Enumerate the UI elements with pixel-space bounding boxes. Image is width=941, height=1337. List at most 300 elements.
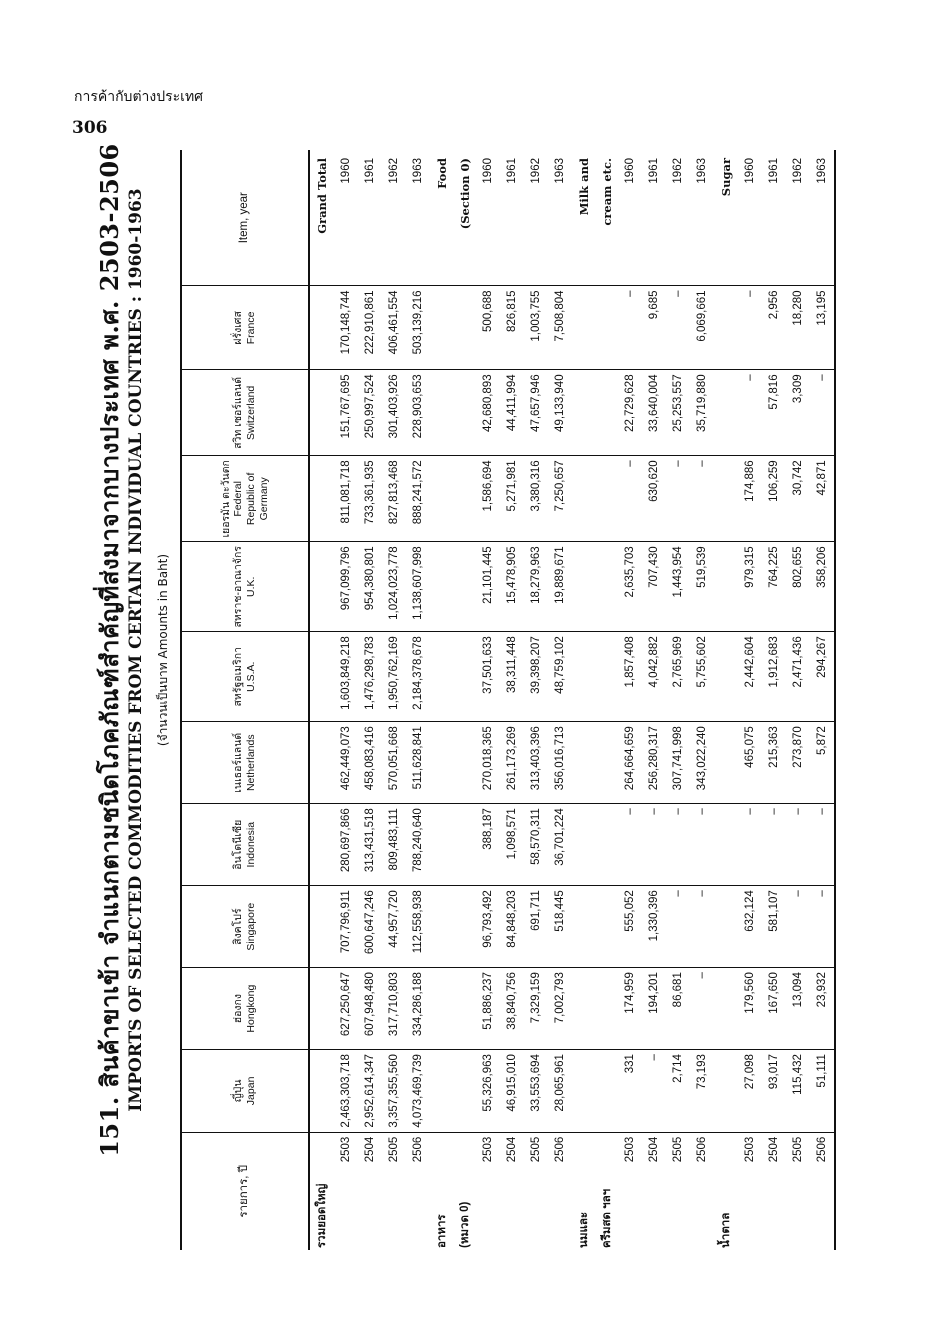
empty-cell [596, 804, 618, 886]
table-row [358, 150, 382, 1250]
empty-cell [714, 968, 738, 1050]
value-cell: 44,411,994 [500, 370, 524, 456]
empty-cell [714, 1050, 738, 1133]
group-row [309, 150, 334, 1250]
value-cell: 967,099,796 [334, 542, 358, 632]
value-cell: – [666, 804, 690, 886]
col-uk: สหราช-อาณาจักร U.K. [181, 542, 309, 632]
value-cell: 1,138,607,998 [406, 542, 430, 632]
value-cell: 2,952,614,347 [358, 1050, 382, 1133]
value-cell: 44,957,720 [382, 886, 406, 968]
empty-cell [454, 286, 476, 370]
value-cell: 1,912,683 [762, 632, 786, 722]
value-cell: 106,259 [762, 456, 786, 542]
year-th-cell: 2506 [696, 1136, 708, 1163]
value-cell: – [690, 886, 714, 968]
value-cell: 179,560 [738, 968, 762, 1050]
empty-cell [596, 1050, 618, 1133]
year-en-cell: 1962 [524, 150, 548, 286]
value-cell: 1,857,408 [618, 632, 642, 722]
value-cell: 343,022,240 [690, 722, 714, 804]
empty-cell [454, 968, 476, 1050]
value-cell: – [810, 804, 835, 886]
empty-cell [430, 370, 454, 456]
group-row [714, 150, 738, 1250]
value-cell: 37,501,633 [476, 632, 500, 722]
value-cell: 7,002,793 [548, 968, 572, 1050]
value-cell: – [666, 286, 690, 370]
empty-cell [596, 886, 618, 968]
value-cell: – [786, 804, 810, 886]
value-cell: 954,380,801 [358, 542, 382, 632]
value-cell: 51,111 [810, 1050, 835, 1133]
value-cell: 632,124 [738, 886, 762, 968]
year-th-cell: 2505 [388, 1136, 400, 1163]
value-cell: 47,657,946 [524, 370, 548, 456]
year-th-cell: 2505 [530, 1136, 542, 1163]
value-cell: 2,471,436 [786, 632, 810, 722]
group-sublabel-th: (หมวด 0) [459, 1201, 471, 1248]
rotated-table-page [90, 50, 850, 1250]
year-en-cell: 1961 [358, 150, 382, 286]
value-cell: – [618, 286, 642, 370]
value-cell: 1,443,954 [666, 542, 690, 632]
table-body [309, 150, 835, 1250]
value-cell: 317,710,803 [382, 968, 406, 1050]
value-cell: 707,796,911 [334, 886, 358, 968]
value-cell: – [738, 804, 762, 886]
col-japan: ญี่ปุ่น Japan [181, 1050, 309, 1133]
col-germany: เยอรมัน ตะวันตก Federal Republic of Germany [181, 456, 309, 542]
group-label-en: Milk and [572, 150, 596, 286]
year-en-cell: 1963 [548, 150, 572, 286]
value-cell: 48,759,102 [548, 632, 572, 722]
group-subrow [596, 150, 618, 1250]
value-cell: 93,017 [762, 1050, 786, 1133]
table-row [690, 150, 714, 1250]
value-cell: 151,767,695 [334, 370, 358, 456]
value-cell: 519,539 [690, 542, 714, 632]
value-cell: 228,903,653 [406, 370, 430, 456]
value-cell: 215,363 [762, 722, 786, 804]
empty-cell [714, 632, 738, 722]
value-cell: 19,889,671 [548, 542, 572, 632]
empty-cell [572, 542, 596, 632]
value-cell: 9,685 [642, 286, 666, 370]
table-title-thai: 151. สินค้าขาเข้า จำแนกตามชนิดโภคภัณฑ์สำคัญที่ส่งมาจากบางประเทศ พ.ศ. 2503-2506 [95, 143, 124, 1157]
value-cell: 33,640,004 [642, 370, 666, 456]
value-cell: – [738, 370, 762, 456]
table-row [334, 150, 358, 1250]
empty-cell [430, 722, 454, 804]
group-label-th: น้ำตาล [720, 1212, 732, 1248]
value-cell: 15,478,905 [500, 542, 524, 632]
col-indonesia: อินโดนีเซีย Indonesia [181, 804, 309, 886]
value-cell: 27,098 [738, 1050, 762, 1133]
empty-cell [309, 456, 334, 542]
empty-cell [309, 370, 334, 456]
year-en-cell: 1960 [738, 150, 762, 286]
table-row [786, 150, 810, 1250]
empty-cell [309, 286, 334, 370]
value-cell: 518,445 [548, 886, 572, 968]
value-cell: 42,871 [810, 456, 835, 542]
table-row [666, 150, 690, 1250]
empty-cell [572, 886, 596, 968]
col-switzerland: สวิท เซอร์แลนด์ Switzerland [181, 370, 309, 456]
empty-cell [714, 456, 738, 542]
value-cell: 55,326,963 [476, 1050, 500, 1133]
col-item-th: รายการ, ปี [181, 1132, 309, 1250]
empty-cell [430, 968, 454, 1050]
value-cell: 1,586,694 [476, 456, 500, 542]
value-cell: 979,315 [738, 542, 762, 632]
empty-cell [454, 1050, 476, 1133]
table-row [762, 150, 786, 1250]
value-cell: 388,187 [476, 804, 500, 886]
empty-cell [454, 542, 476, 632]
value-cell: 30,742 [786, 456, 810, 542]
value-cell: 7,250,657 [548, 456, 572, 542]
empty-cell [596, 632, 618, 722]
value-cell: 46,915,010 [500, 1050, 524, 1133]
value-cell: – [690, 456, 714, 542]
value-cell: 356,016,713 [548, 722, 572, 804]
value-cell: 331 [618, 1050, 642, 1133]
year-en-cell: 1962 [786, 150, 810, 286]
group-label-th: อาหาร [436, 1214, 448, 1248]
empty-cell [454, 456, 476, 542]
col-netherlands: เนเธอร์แลนด์ Netherlands [181, 722, 309, 804]
value-cell: 826,815 [500, 286, 524, 370]
value-cell: 6,069,661 [690, 286, 714, 370]
table-title-english: IMPORTS OF SELECTED COMMODITIES FROM CERTAIN INDIVIDUAL COUNTRIES : 1960-1963 [126, 188, 146, 1112]
value-cell: 222,910,861 [358, 286, 382, 370]
group-row [572, 150, 596, 1250]
year-th-cell: 2506 [810, 1132, 835, 1250]
empty-cell [572, 286, 596, 370]
value-cell: 22,729,628 [618, 370, 642, 456]
value-cell: 23,932 [810, 968, 835, 1050]
value-cell: – [690, 804, 714, 886]
empty-cell [309, 632, 334, 722]
group-label-en: Grand Total [309, 150, 334, 286]
value-cell: 301,403,926 [382, 370, 406, 456]
value-cell: 4,042,882 [642, 632, 666, 722]
value-cell: 788,240,640 [406, 804, 430, 886]
group-sublabel-th: ครีมสด ฯลฯ [601, 1188, 613, 1248]
value-cell: 313,431,518 [358, 804, 382, 886]
table-row [810, 150, 835, 1250]
table-row [382, 150, 406, 1250]
value-cell: 39,398,207 [524, 632, 548, 722]
value-cell: 86,681 [666, 968, 690, 1050]
value-cell: 500,688 [476, 286, 500, 370]
year-th-cell: 2504 [364, 1136, 376, 1163]
empty-cell [572, 722, 596, 804]
empty-cell [430, 804, 454, 886]
empty-cell [596, 370, 618, 456]
value-cell: 600,647,246 [358, 886, 382, 968]
value-cell: 3,357,355,560 [382, 1050, 406, 1133]
value-cell: 5,271,981 [500, 456, 524, 542]
value-cell: 1,003,755 [524, 286, 548, 370]
empty-cell [596, 542, 618, 632]
empty-cell [454, 886, 476, 968]
empty-cell [454, 370, 476, 456]
value-cell: 280,697,866 [334, 804, 358, 886]
empty-cell [714, 370, 738, 456]
value-cell: 25,253,557 [666, 370, 690, 456]
empty-cell [714, 886, 738, 968]
value-cell: 691,711 [524, 886, 548, 968]
value-cell: 555,052 [618, 886, 642, 968]
value-cell: 38,311,448 [500, 632, 524, 722]
empty-cell [572, 370, 596, 456]
value-cell: 1,603,849,218 [334, 632, 358, 722]
empty-cell [572, 632, 596, 722]
value-cell: 707,430 [642, 542, 666, 632]
value-cell: 406,461,554 [382, 286, 406, 370]
empty-cell [596, 456, 618, 542]
year-en-cell: 1963 [810, 150, 835, 286]
col-hongkong: ฮ่องกง Hongkong [181, 968, 309, 1050]
empty-cell [714, 542, 738, 632]
value-cell: 2,184,378,678 [406, 632, 430, 722]
value-cell: – [810, 886, 835, 968]
value-cell: – [618, 804, 642, 886]
value-cell: 888,241,572 [406, 456, 430, 542]
year-th-cell: 2506 [554, 1136, 566, 1163]
empty-cell [714, 722, 738, 804]
value-cell: 194,201 [642, 968, 666, 1050]
value-cell: 627,250,647 [334, 968, 358, 1050]
value-cell: 33,553,694 [524, 1050, 548, 1133]
value-cell: 503,139,216 [406, 286, 430, 370]
empty-cell [309, 886, 334, 968]
page-number: 306 [72, 118, 108, 138]
value-cell: 264,664,659 [618, 722, 642, 804]
value-cell: 7,329,159 [524, 968, 548, 1050]
value-cell: 273,870 [786, 722, 810, 804]
empty-cell [430, 886, 454, 968]
col-singapore: สิงคโปร์ Singapore [181, 886, 309, 968]
value-cell: 4,073,469,739 [406, 1050, 430, 1133]
year-en-cell: 1961 [762, 150, 786, 286]
table-subtitle: (จำนวนเป็นบาท Amounts in Baht) [156, 553, 170, 747]
year-en-cell: 1961 [500, 150, 524, 286]
year-en-cell: 1960 [476, 150, 500, 286]
year-en-cell: 1961 [642, 150, 666, 286]
value-cell: – [690, 968, 714, 1050]
value-cell: 5,755,602 [690, 632, 714, 722]
value-cell: 458,083,416 [358, 722, 382, 804]
value-cell: 21,101,445 [476, 542, 500, 632]
value-cell: 18,279,963 [524, 542, 548, 632]
value-cell: 809,483,111 [382, 804, 406, 886]
table-row [618, 150, 642, 1250]
empty-cell [430, 542, 454, 632]
table-row [524, 150, 548, 1250]
group-row [430, 150, 454, 1250]
year-en-cell: 1960 [334, 150, 358, 286]
col-france: ฝรั่งเศส France [181, 286, 309, 370]
group-subrow [454, 150, 476, 1250]
group-label-en: Sugar [714, 150, 738, 286]
year-th-cell: 2505 [792, 1136, 804, 1163]
empty-cell [714, 286, 738, 370]
value-cell: 630,620 [642, 456, 666, 542]
year-th-cell: 2504 [648, 1136, 660, 1163]
value-cell: 174,886 [738, 456, 762, 542]
value-cell: 5,872 [810, 722, 835, 804]
value-cell: 827,813,468 [382, 456, 406, 542]
empty-cell [596, 968, 618, 1050]
empty-cell [572, 968, 596, 1050]
table-row [500, 150, 524, 1250]
value-cell: 49,133,940 [548, 370, 572, 456]
table-header [181, 150, 309, 1250]
value-cell: – [666, 456, 690, 542]
value-cell: 581,107 [762, 886, 786, 968]
empty-cell [572, 804, 596, 886]
year-en-cell: 1962 [382, 150, 406, 286]
empty-cell [309, 968, 334, 1050]
table-row [642, 150, 666, 1250]
value-cell: 35,719,880 [690, 370, 714, 456]
value-cell: – [642, 804, 666, 886]
value-cell: – [786, 886, 810, 968]
value-cell: 18,280 [786, 286, 810, 370]
value-cell: – [618, 456, 642, 542]
year-th-cell: 2503 [624, 1136, 636, 1163]
empty-cell [430, 1050, 454, 1133]
value-cell: 764,225 [762, 542, 786, 632]
year-th-cell: 2505 [672, 1136, 684, 1163]
value-cell: 1,950,762,169 [382, 632, 406, 722]
year-en-cell: 1960 [618, 150, 642, 286]
value-cell: 36,701,224 [548, 804, 572, 886]
year-en-cell: 1963 [406, 150, 430, 286]
value-cell: 811,081,718 [334, 456, 358, 542]
value-cell: 3,380,316 [524, 456, 548, 542]
imports-table [180, 150, 836, 1250]
table-row [548, 150, 572, 1250]
empty-cell [454, 804, 476, 886]
empty-cell [454, 632, 476, 722]
value-cell: 13,195 [810, 286, 835, 370]
value-cell: 84,848,203 [500, 886, 524, 968]
empty-cell [596, 722, 618, 804]
group-sublabel-en: cream etc. [596, 150, 618, 286]
value-cell: 462,449,073 [334, 722, 358, 804]
empty-cell [430, 456, 454, 542]
value-cell: 465,075 [738, 722, 762, 804]
year-th-cell: 2503 [744, 1136, 756, 1163]
empty-cell [309, 1050, 334, 1133]
year-en-cell: 1962 [666, 150, 690, 286]
value-cell: 358,206 [810, 542, 835, 632]
value-cell: 2,765,969 [666, 632, 690, 722]
value-cell: 57,816 [762, 370, 786, 456]
empty-cell [572, 456, 596, 542]
value-cell: 167,650 [762, 968, 786, 1050]
empty-cell [430, 286, 454, 370]
empty-cell [309, 722, 334, 804]
value-cell: 115,432 [786, 1050, 810, 1133]
value-cell: 256,280,317 [642, 722, 666, 804]
value-cell: 170,148,744 [334, 286, 358, 370]
value-cell: 607,948,480 [358, 968, 382, 1050]
value-cell: 313,403,396 [524, 722, 548, 804]
value-cell: 733,361,935 [358, 456, 382, 542]
value-cell: 28,065,961 [548, 1050, 572, 1133]
value-cell: 1,024,023,778 [382, 542, 406, 632]
group-sublabel-en: (Section 0) [454, 150, 476, 286]
value-cell: 270,018,365 [476, 722, 500, 804]
year-th-cell: 2503 [482, 1136, 494, 1163]
value-cell: 2,714 [666, 1050, 690, 1133]
value-cell: 511,628,841 [406, 722, 430, 804]
col-usa: สหรัฐอเมริกา U.S.A. [181, 632, 309, 722]
value-cell: 334,286,188 [406, 968, 430, 1050]
value-cell: – [738, 286, 762, 370]
value-cell: 42,680,893 [476, 370, 500, 456]
value-cell: 2,635,703 [618, 542, 642, 632]
col-item-en: Item, year [181, 150, 309, 286]
value-cell: 2,956 [762, 286, 786, 370]
empty-cell [430, 632, 454, 722]
empty-cell [596, 286, 618, 370]
group-label-th: รวมยอดใหญ่ [316, 1183, 328, 1248]
group-label-en: Food [430, 150, 454, 286]
year-th-cell: 2506 [412, 1136, 424, 1163]
value-cell: 58,570,311 [524, 804, 548, 886]
value-cell: – [810, 370, 835, 456]
value-cell: 802,655 [786, 542, 810, 632]
value-cell: 1,330,396 [642, 886, 666, 968]
table-row [738, 150, 762, 1250]
value-cell: 570,051,668 [382, 722, 406, 804]
year-th-cell: 2503 [340, 1136, 352, 1163]
value-cell: 1,476,298,783 [358, 632, 382, 722]
value-cell: – [762, 804, 786, 886]
year-en-cell: 1963 [690, 150, 714, 286]
value-cell: 73,193 [690, 1050, 714, 1133]
year-th-cell: 2504 [506, 1136, 518, 1163]
empty-cell [572, 1050, 596, 1133]
value-cell: 96,793,492 [476, 886, 500, 968]
value-cell: 51,886,237 [476, 968, 500, 1050]
empty-cell [454, 722, 476, 804]
value-cell: 294,267 [810, 632, 835, 722]
value-cell: – [666, 886, 690, 968]
empty-cell [309, 804, 334, 886]
value-cell: 3,309 [786, 370, 810, 456]
group-label-th: นมและ [578, 1211, 590, 1248]
value-cell: 307,741,998 [666, 722, 690, 804]
value-cell: 174,959 [618, 968, 642, 1050]
table-row [476, 150, 500, 1250]
page-header: การค้ากับต่างประเทศ [74, 89, 204, 105]
value-cell: 2,463,303,718 [334, 1050, 358, 1133]
empty-cell [309, 542, 334, 632]
value-cell: 2,442,604 [738, 632, 762, 722]
table-row [406, 150, 430, 1250]
value-cell: 112,558,938 [406, 886, 430, 968]
value-cell: 261,173,269 [500, 722, 524, 804]
value-cell: 38,840,756 [500, 968, 524, 1050]
